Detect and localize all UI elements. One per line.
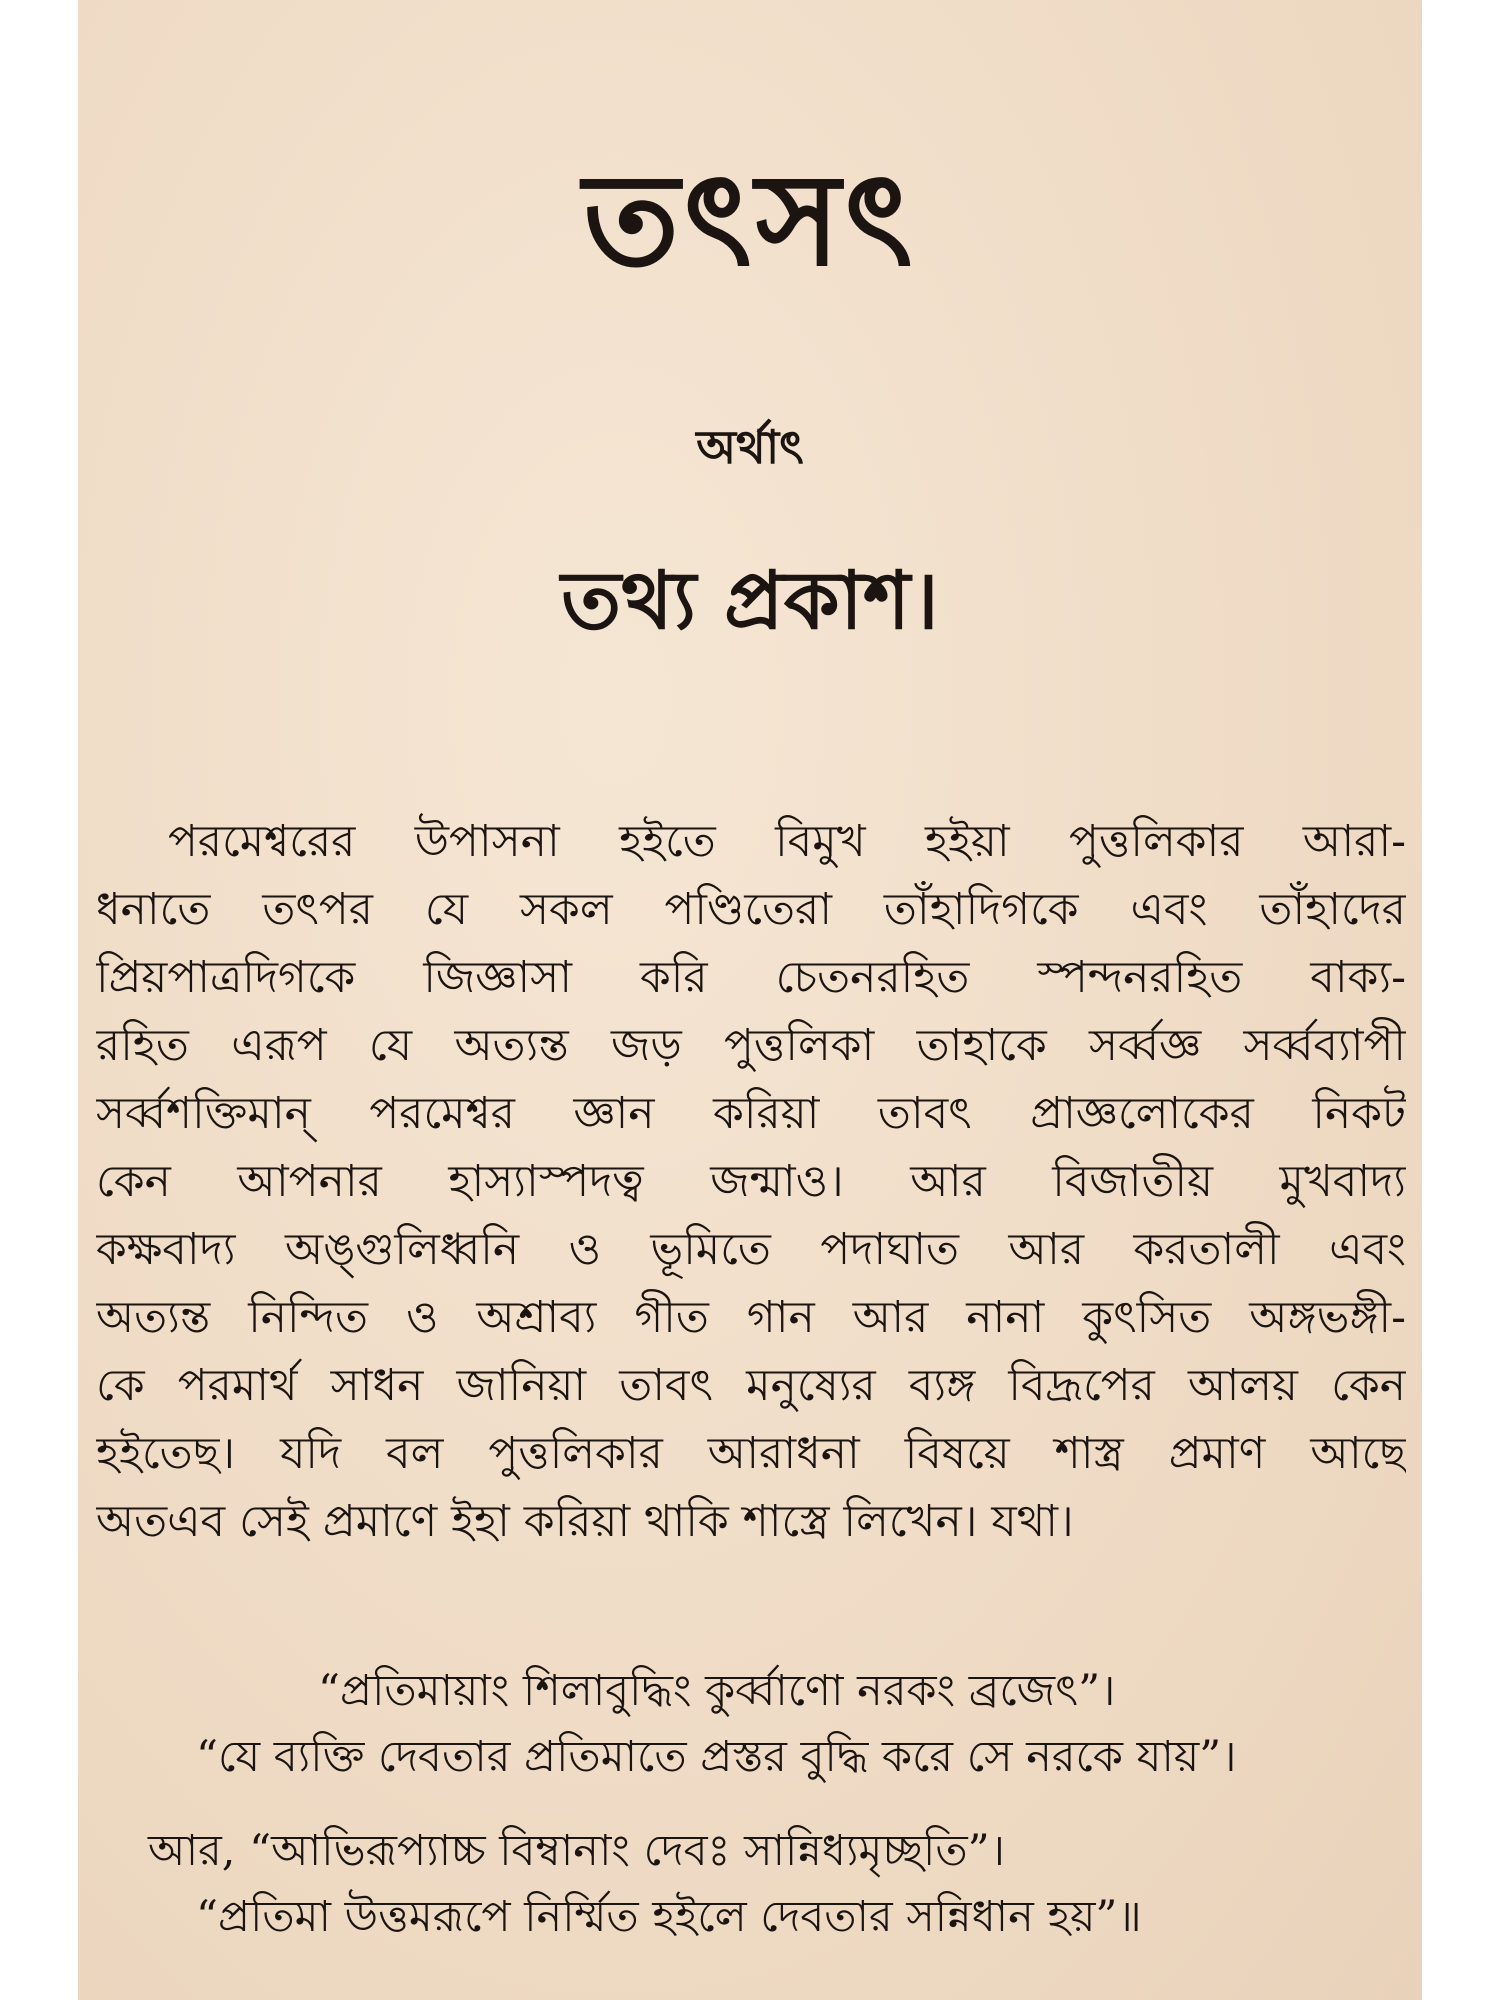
paragraph-line: কক্ষবাদ্য অঙ্গুলিধ্বনি ও ভূমিতে পদাঘাত আর করতালী এবং [96,1224,1406,1275]
verse-translation: “প্রতিমা উত্তমরূপে নির্ম্মিত হইলে দেবতার সন্নিধান হয়”॥ [196,1892,1142,1942]
paragraph-line: হইতেছ। যদি বল পুত্তলিকার আরাধনা বিষয়ে শাস্ত্র প্রমাণ আছে [96,1428,1406,1479]
paragraph-line: অতএব সেই প্রমাণে ইহা করিয়া থাকি শাস্ত্রে লিখেন। যথা। [96,1496,1074,1547]
paragraph-line: পরমেশ্বরের উপাসনা হইতে বিমুখ হইয়া পুত্তলিকার আরা- [168,816,1406,867]
paragraph-line: কে পরমার্থ সাধন জানিয়া তাবৎ মনুষ্যের ব্যঙ্গ বিদ্রূপের আলয় কেন [96,1360,1406,1411]
sanskrit-verse: আর, “আভিরূপ্যাচ্চ বিম্বানাং দেবঃ সান্নিধ্যমৃচ্ছতি”। [148,1826,1005,1876]
paragraph-line: ধনাতে তৎপর যে সকল পণ্ডিতেরা তাঁহাদিগকে এবং তাঁহাদের [96,884,1406,935]
body-paragraph [96,808,1406,1556]
sanskrit-verse: “প্রতিমায়াং শিলাবুদ্ধিং কুর্ব্বাণো নরকং ব্রজেৎ”। [318,1666,1116,1716]
verse-translation: “যে ব্যক্তি দেবতার প্রতিমাতে প্রস্তর বুদ্ধি করে সে নরকে যায়”। [196,1732,1237,1782]
paragraph-line: সর্ব্বশক্তিমান্ পরমেশ্বর জ্ঞান করিয়া তাবৎ প্রাজ্ঞলোকের নিকট [96,1088,1406,1139]
paragraph-line: অত্যন্ত নিন্দিত ও অশ্রাব্য গীত গান আর নানা কুৎসিত অঙ্গভঙ্গী- [96,1292,1406,1343]
section-heading: তথ্য প্রকাশ। [561,553,939,647]
page-title: তৎসৎ [583,145,917,295]
book-page [78,0,1422,2000]
subtitle: অর্থাৎ [696,420,804,474]
paragraph-line: কেন আপনার হাস্যাস্পদত্ব জন্মাও। আর বিজাতীয় মুখবাদ্য [96,1156,1406,1207]
paragraph-line: প্রিয়পাত্রদিগকে জিজ্ঞাসা করি চেতনরহিত স্পন্দনরহিত বাক্য- [96,952,1406,1003]
paragraph-line: রহিত এরূপ যে অত্যন্ত জড় পুত্তলিকা তাহাকে সর্ব্বজ্ঞ সর্ব্বব্যাপী [96,1020,1406,1071]
